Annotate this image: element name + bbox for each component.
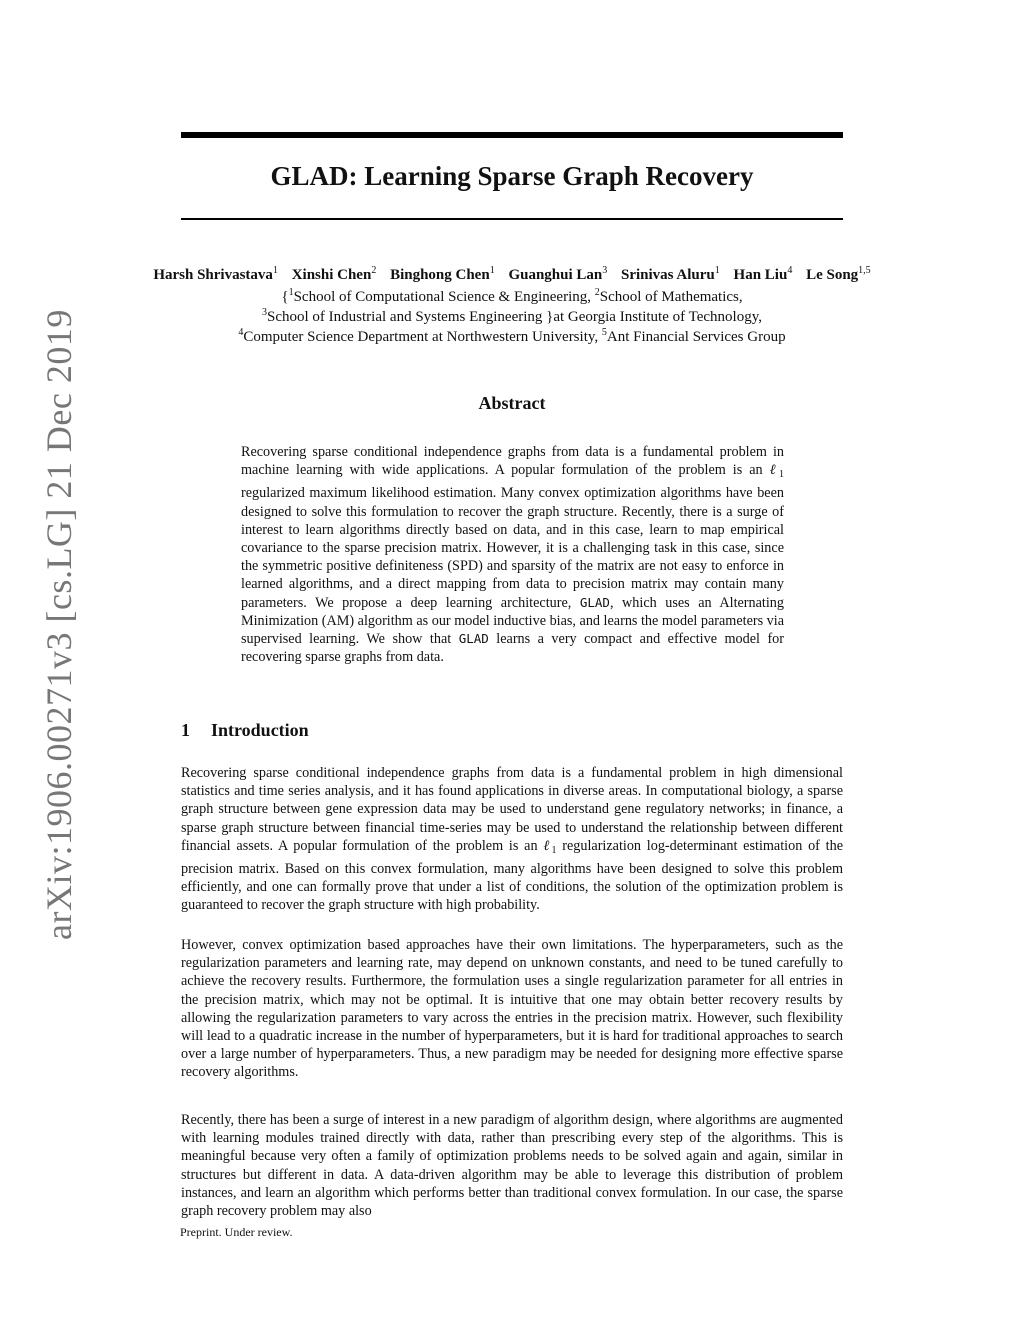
author [292,267,377,283]
paper-title: GLAD: Learning Sparse Graph Recovery [270,161,754,191]
author [621,267,720,283]
affiliation-line-3: $^4$Computer Science Department at Northwestern University, $^5$Ant Financial Services Group [238,327,786,345]
author [390,267,495,283]
author-name: Guanghui Lan [508,267,603,283]
author [153,267,278,283]
section-heading-introduction [181,720,309,741]
preprint-footnote: Preprint. Under review. [180,1225,293,1239]
author-affiliation-mark: 1 [714,265,720,276]
intro-paragraph-1: Recovering sparse conditional independence graphs from data is a fundamental problem in high dimensional statistics and time series analysis, and it has found applications in diverse areas. In computational biology, a sparse graph structure between gene expression data may be used to understand gene regulatory networks; in finance, a sparse graph structure between financial time-series may be used to understand the relationship between different financial assets. A popular formulation of the problem is an ℓ$_1$ regularization log-determinant estimation of the precision matrix. Based on this convex formulation, many algorithms have been designed to solve this problem efficiently, and one can formally prove that under a list of conditions, the solution of the optimization problem is guaranteed to recover the graph structure with high probability. [181,765,843,914]
method-name: GLAD [579,594,610,610]
title-top-rule [181,132,843,138]
author-name: Srinivas Aluru [621,267,715,283]
author-affiliation-mark: 1 [272,265,278,276]
ell-symbol: ℓ [769,462,779,479]
author-list [110,265,914,284]
arxiv-identifier-stamp: arXiv:1906.00271v3 [cs.LG] 21 Dec 2019 [39,309,79,940]
author-affiliation-mark: 4 [787,265,793,276]
title-bottom-rule [181,218,843,220]
author-affiliation-mark: 1 [489,265,495,276]
author-name: Binghong Chen [390,267,490,283]
author [508,267,607,283]
author-name: Harsh Shrivastava [153,267,273,283]
intro-paragraph-2: However, convex optimization based approaches have their own limitations. The hyperparameters, such as the regularization parameters and learning rate, may depend on unknown constants, and need to be tuned carefully to achieve the recovery results. Furthermore, the formulation uses a single regularization parameter for all entries in the precision matrix, which may not be optimal. It is intuitive that one may obtain better recovery results by allowing the regularization parameters to vary across the entries in the precision matrix. However, such flexibility will lead to a quadratic increase in the number of hyperparameters, but it is hard for traditional approaches to search over a large number of hyperparameters. Thus, a new paradigm may be needed for designing more effective sparse recovery algorithms. [181,937,843,1081]
affiliation-line-1: {$^1$School of Computational Science & Engineering, $^2$School of Mathematics, [281,287,743,305]
ell-symbol: ℓ [543,837,552,854]
author-affiliation-mark: 1,5 [858,265,871,276]
author-affiliation-mark: 2 [371,265,377,276]
author [806,267,871,283]
affiliation-line-2: $^3$School of Industrial and Systems Engineering }at Georgia Institute of Technology, [262,307,762,325]
intro-paragraph-3: Recently, there has been a surge of interest in a new paradigm of algorithm design, where algorithms are augmented with learning modules trained directly with data, rather than prescribing every step of the algorithms. This is meaningful because very often a family of optimization problems needs to be solved again and again, similar in structures but different in data. A data-driven algorithm may be able to leverage this distribution of problem instances, and learn an algorithm which performs better than traditional convex formulation. In our case, the sparse graph recovery problem may also [181,1112,843,1220]
author-affiliation-mark: 3 [602,265,608,276]
abstract-heading: Abstract [478,393,546,413]
abstract-text: Recovering sparse conditional independence graphs from data is a fundamental problem in machine learning with wide applications. A popular formulation of the problem is an ℓ$_1$ regularized maximum likelihood estimation. Many convex optimization algorithms have been designed to solve this formulation to recover the graph structure. Recently, there is a surge of interest to learn algorithms directly based on data, and in this case, learn to map empirical covariance to the sparse precision matrix. However, it is a challenging task in this case, since the symmetric positive definiteness (SPD) and sparsity of the matrix are not easy to enforce in learned algorithms, and a direct mapping from data to precision matrix may contain many parameters. We propose a deep learning architecture, GLAD, which uses an Alternating Minimization (AM) algorithm as our model inductive bias, and learns the model parameters via supervised learning. We show that GLAD learns a very compact and effective model for recovering sparse graphs from data. [241,444,784,666]
author [734,267,793,283]
section-number: 1 [181,720,190,740]
section-title: Introduction [211,720,309,740]
author-name: Xinshi Chen [291,267,372,283]
author-name: Han Liu [733,267,788,283]
method-name: GLAD [458,631,489,647]
author-name: Le Song [806,267,859,283]
